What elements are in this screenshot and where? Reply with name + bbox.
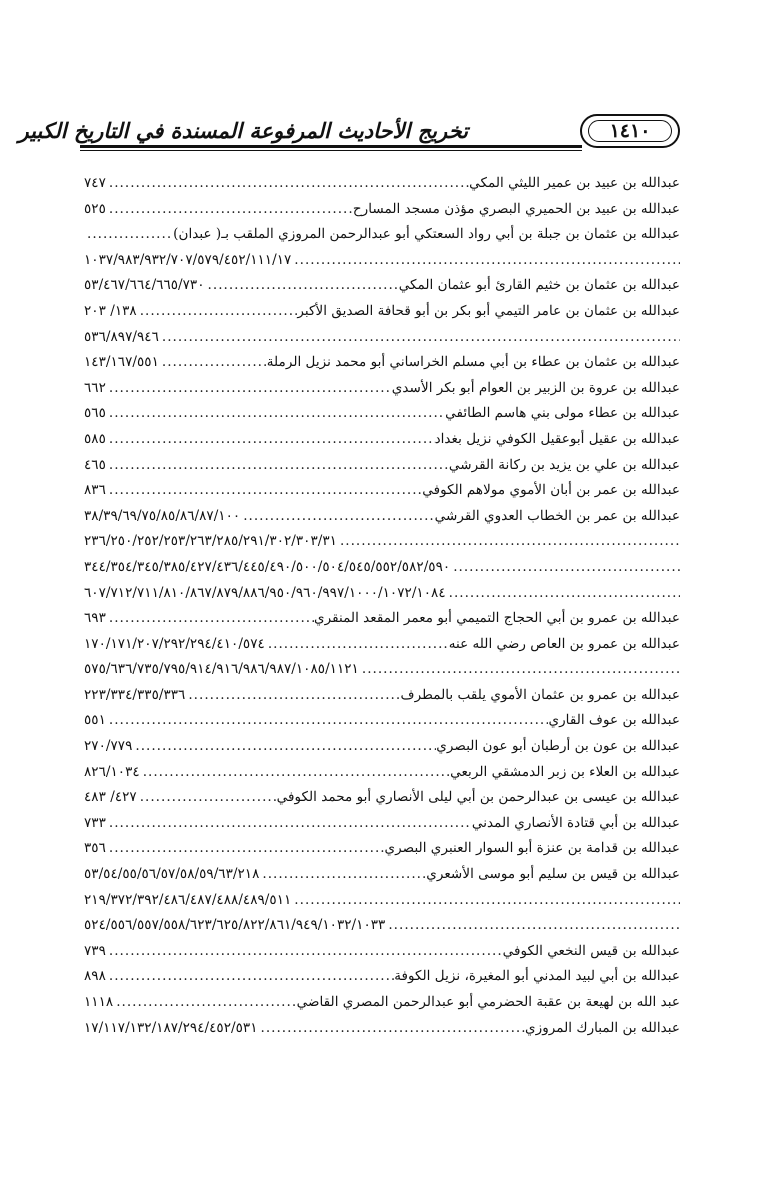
entry-name: عبد الله بن لهيعة بن عقبة الحضرمي أبو عبدالرحمن المصري القاضي (296, 994, 680, 1010)
header-rule (80, 145, 582, 148)
index-entry (84, 785, 680, 811)
entry-refs: ٤٦٥ (84, 456, 106, 473)
page-title: تخريج الأحاديث المرفوعة المسندة في التاريخ الكبير (18, 118, 468, 143)
entry-refs: ١٠٣٧/٩٨٣/٩٣٢/٧٠٧/٥٧٩/٤٥٢/١١١/١٧ (84, 251, 292, 268)
index-entry (84, 939, 680, 965)
running-header (18, 112, 680, 154)
entry-refs: ١٣٨/ ٢٠٣ (84, 302, 137, 319)
dot-leader (291, 248, 680, 274)
entry-name: عبدالله بن عمر بن أبان الأموي مولاهم الكوفي (422, 482, 680, 499)
entry-name: عبدالله بن قيس النخعي الكوفي (502, 942, 680, 959)
dot-leader (258, 1016, 525, 1042)
entry-refs: ٥٢٤/٥٥٦/٥٥٧/٥٥٨/٦٢٣/٦٢٥/٨٢٢/٨٦١/٩٤٩/١٠٣٢/١٠٣٣ (84, 917, 386, 934)
entry-name: عبدالله بن عمرو بن العاص رضي الله عنه (448, 635, 680, 652)
entry-refs: ٣٨/٣٩/٦٩/٧٥/٨٥/٨٦/٨٧/١٠٠ (84, 507, 241, 524)
index-entry (84, 632, 680, 658)
index-entry (84, 862, 680, 888)
dot-leader (106, 811, 472, 837)
entry-refs: ٢٣٦/٢٥٠/٢٥٢/٢٥٣/٢٦٣/٢٨٥/٢٩١/٣٠٢/٣٠٣/٣١ (84, 533, 337, 550)
entry-refs: ١٧/١١٧/١٣٢/١٨٧/٢٩٤/٤٥٢/٥٣١ (84, 1019, 258, 1036)
index-entry-continuation (84, 913, 680, 939)
entry-name: عبدالله بن أبي قتادة الأنصاري المدني (471, 814, 680, 831)
entry-name: عبدالله بن أبي لبيد المدني أبو المغيرة، نزيل الكوفة (394, 968, 680, 985)
index-entry (84, 811, 680, 837)
entry-refs: ٣٤٤/٣٥٤/٣٤٥/٣٨٥/٤٢٧/٤٣٦/٤٤٥/٤٩٠/٥٠٠/٥٠٤/٥٤٥/٥٥٢/٥٨٢/٥٩٠ (84, 558, 451, 575)
dot-leader (106, 376, 392, 402)
index-entry-continuation (84, 325, 680, 351)
dot-leader (159, 325, 680, 351)
dot-leader (106, 939, 503, 965)
dot-leader (84, 222, 173, 248)
dot-leader (159, 350, 267, 376)
dot-leader (140, 760, 450, 786)
entry-name: عبدالله بن عثمان بن عطاء بن أبي مسلم الخراساني أبو محمد نزيل الرملة (266, 354, 680, 371)
dot-leader (106, 478, 422, 504)
dot-leader (337, 529, 680, 555)
index-entry (84, 760, 680, 786)
dot-leader (385, 913, 680, 939)
dot-leader (106, 453, 449, 479)
entry-name: عبدالله بن قيس بن سليم أبو موسى الأشعري (426, 866, 680, 883)
entry-name: عبدالله بن علي بن يزيد بن ركانة القرشي (448, 456, 680, 473)
dot-leader (106, 606, 314, 632)
index-entry-continuation (84, 248, 680, 274)
entry-name: عبدالله بن عمر بن الخطاب العدوي القرشي (434, 507, 680, 524)
entry-refs: ٥٨٥ (84, 430, 106, 447)
entry-name: عبدالله بن عثمان بن خثيم القارئ أبو عثمان المكي (398, 277, 680, 294)
dot-leader (291, 888, 680, 914)
dot-leader (106, 964, 394, 990)
entry-name: عبدالله بن عثمان بن جبلة بن أبي رواد السعتكي أبو عبدالرحمن المروزي الملقب بـ( عبدان) (173, 226, 680, 243)
entry-refs: ٣٥٦ (84, 840, 106, 857)
entry-refs: ٥٣٦/٨٩٧/٩٤٦ (84, 328, 159, 345)
entry-name: عبدالله بن عبيد بن الحميري البصري مؤذن مسجد المسارح (352, 200, 680, 217)
entry-name: عبدالله بن عثمان بن عامر التيمي أبو بكر بن أبو قحافة الصديق الأكبر (297, 302, 680, 319)
entry-refs: ١٤٣/١٦٧/٥٥١ (84, 354, 159, 371)
dot-leader (132, 734, 436, 760)
index-entry (84, 171, 680, 197)
entry-name: عبدالله بن العلاء بن زبر الدمشقي الربعي (450, 763, 680, 780)
entry-refs: ٧٣٩ (84, 942, 106, 959)
entry-refs: ٦٠٧/٧١٢/٧١١/٨١٠/٨٦٧/٨٧٩/٨٨٦/٩٥٠/٩٦٠/٩٩٧/١٠٠٠/١٠٧٢/١٠٨٤ (84, 584, 446, 601)
entry-name: عبدالله بن عبيد بن عمير الليثي المكي (469, 175, 680, 191)
entry-refs: ٢٢٣/٣٣٤/٣٣٥/٣٣٦ (84, 686, 186, 703)
index-entry-continuation (84, 555, 680, 581)
dot-leader (205, 273, 399, 299)
entry-name: عبدالله بن عون بن أرطبان أبو عون البصري (436, 738, 680, 755)
page-number-badge (580, 114, 680, 148)
entry-name: عبدالله بن عمرو بن عثمان الأموي يلقب بالمطرف (400, 686, 680, 703)
dot-leader (113, 990, 296, 1016)
dot-leader (185, 683, 400, 709)
dot-leader (137, 785, 277, 811)
entry-refs: ٦٦٢ (84, 379, 106, 396)
entry-refs: ٧٤٧ (84, 175, 106, 191)
index-entry (84, 197, 680, 223)
entry-name: عبدالله بن قدامة بن عنزة أبو السوار العنبري البصري (384, 840, 680, 857)
index-list (84, 171, 680, 1041)
index-entry (84, 990, 680, 1016)
index-entry (84, 401, 680, 427)
dot-leader (106, 708, 549, 734)
index-entry (84, 222, 680, 248)
index-entry (84, 964, 680, 990)
index-entry-continuation (84, 529, 680, 555)
index-entry (84, 376, 680, 402)
entry-refs: ٥٥١ (84, 712, 106, 729)
entry-refs: ٧٣٣ (84, 814, 106, 831)
entry-name: عبدالله بن عطاء مولى بني هاسم الطائفي (445, 405, 680, 422)
header-rule-thin (80, 150, 582, 151)
entry-name: عبدالله بن عيسى بن عبدالرحمن بن أبي ليلى الأنصاري أبو محمد الكوفي (276, 789, 680, 806)
index-entry (84, 299, 680, 325)
dot-leader (106, 171, 469, 197)
index-entry-continuation (84, 657, 680, 683)
dot-leader (137, 299, 298, 325)
entry-refs: ٨٣٦ (84, 482, 106, 499)
index-entry (84, 350, 680, 376)
dot-leader (240, 504, 434, 530)
index-entry (84, 734, 680, 760)
entry-refs: ٨٩٨ (84, 968, 106, 985)
entry-refs: ٦٩٣ (84, 610, 106, 627)
index-entry (84, 1016, 680, 1042)
dot-leader (359, 657, 680, 683)
entry-refs: ٨٢٦/١٠٣٤ (84, 763, 140, 780)
index-entry (84, 606, 680, 632)
entry-refs: ٥٢٥ (84, 200, 106, 217)
dot-leader (106, 836, 385, 862)
dot-leader (106, 427, 435, 453)
index-entry (84, 273, 680, 299)
index-entry (84, 504, 680, 530)
index-entry (84, 708, 680, 734)
entry-refs: ٢٧٠/٧٧٩ (84, 738, 133, 755)
index-entry (84, 683, 680, 709)
entry-name: عبدالله بن عوف القاري (548, 712, 680, 729)
dot-leader (259, 862, 426, 888)
dot-leader (450, 555, 680, 581)
entry-name: عبدالله بن عقيل أبوعقيل الكوفي نزيل بغداد (434, 430, 680, 447)
entry-refs: ٥٣/٤٦٧/٦٦٤/٦٦٥/٧٣٠ (84, 277, 205, 294)
entry-refs: ٥٧٥/٦٣٦/٧٣٥/٧٩٥/٩١٤/٩١٦/٩٨٦/٩٨٧/١٠٨٥/١١٢١ (84, 661, 359, 678)
dot-leader (106, 401, 445, 427)
entry-refs: ٤٢٧/ ٤٨٣ (84, 789, 137, 806)
index-entry (84, 836, 680, 862)
dot-leader (265, 632, 449, 658)
index-entry-continuation (84, 581, 680, 607)
entry-refs: ١٧٠/١٧١/٢٠٧/٢٩٢/٢٩٤/٤١٠/٥٧٤ (84, 635, 265, 652)
entry-refs: ١١١٨ (84, 994, 114, 1010)
dot-leader (446, 581, 680, 607)
entry-name: عبدالله بن المبارك المروزي (525, 1019, 680, 1036)
entry-refs: ٢١٩/٣٧٢/٣٩٢/٤٨٦/٤٨٧/٤٨٨/٤٨٩/٥١١ (84, 891, 292, 908)
index-entry-continuation (84, 888, 680, 914)
index-entry (84, 427, 680, 453)
entry-name: عبدالله بن عمرو بن أبي الحجاج التميمي أبو معمر المقعد المنقري (313, 610, 680, 627)
entry-name: عبدالله بن عروة بن الزبير بن العوام أبو بكر الأسدي (391, 379, 680, 396)
page-number: ١٤١٠ (609, 120, 651, 142)
entry-refs: ٥٦٥ (84, 405, 106, 422)
index-entry (84, 478, 680, 504)
index-entry (84, 453, 680, 479)
dot-leader (106, 197, 353, 223)
entry-refs: ٥٣/٥٤/٥٥/٥٦/٥٧/٥٨/٥٩/٦٣/٢١٨ (84, 866, 260, 883)
